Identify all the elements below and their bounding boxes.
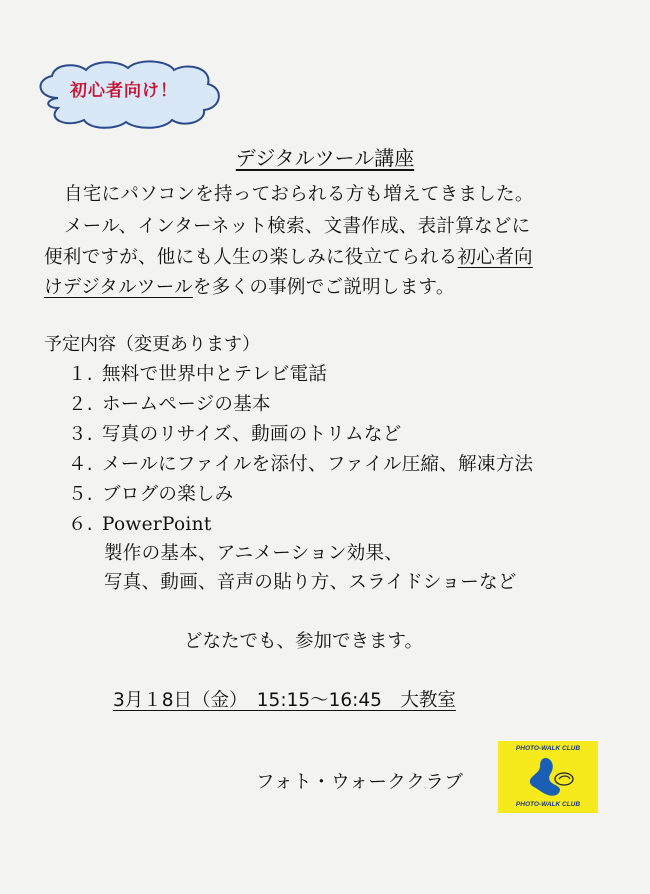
item6-detail-1: 製作の基本、アニメーション効果、 bbox=[104, 543, 404, 564]
schedule-heading: 予定内容（変更あります） bbox=[44, 334, 260, 355]
list-item: ２. ホームページの基本 bbox=[68, 394, 271, 415]
list-item: ３. 写真のリサイズ、動画のトリムなど bbox=[68, 424, 402, 445]
list-item: ６. PowerPoint bbox=[68, 514, 212, 535]
organizer-name: フォト・ウォーククラブ bbox=[256, 772, 464, 793]
list-item: ５. ブログの楽しみ bbox=[68, 484, 234, 505]
intro-line-3: 便利ですが、他にも人生の楽しみに役立てられる初心者向 bbox=[44, 247, 533, 268]
page-title: デジタルツール講座 bbox=[235, 146, 415, 170]
intro-line-2: メール、インターネット検索、文書作成、表計算などに bbox=[64, 216, 531, 237]
intro-line-4: けデジタルツールを多くの事例でご説明します。 bbox=[44, 277, 455, 298]
club-logo bbox=[498, 741, 598, 813]
intro-line-1: 自宅にパソコンを持っておられる方も増えてきました。 bbox=[64, 184, 534, 205]
event-date: 3月１8日（金） 15:15～16:45 大教室 bbox=[113, 690, 456, 711]
lake-map-icon bbox=[518, 755, 578, 799]
beginner-badge: 初心者向け！ bbox=[70, 81, 178, 101]
list-item: １. 無料で世界中とテレビ電話 bbox=[68, 364, 328, 385]
list-item: ４. メールにファイルを添付、ファイル圧縮、解凍方法 bbox=[68, 454, 534, 475]
open-to-all-text: どなたでも、参加できます。 bbox=[184, 631, 424, 652]
logo-bottom-text: PHOTO-WALK CLUB bbox=[515, 801, 581, 808]
item6-detail-2: 写真、動画、音声の貼り方、スライドショーなど bbox=[104, 572, 517, 593]
logo-top-text: PHOTO-WALK CLUB bbox=[515, 745, 581, 752]
